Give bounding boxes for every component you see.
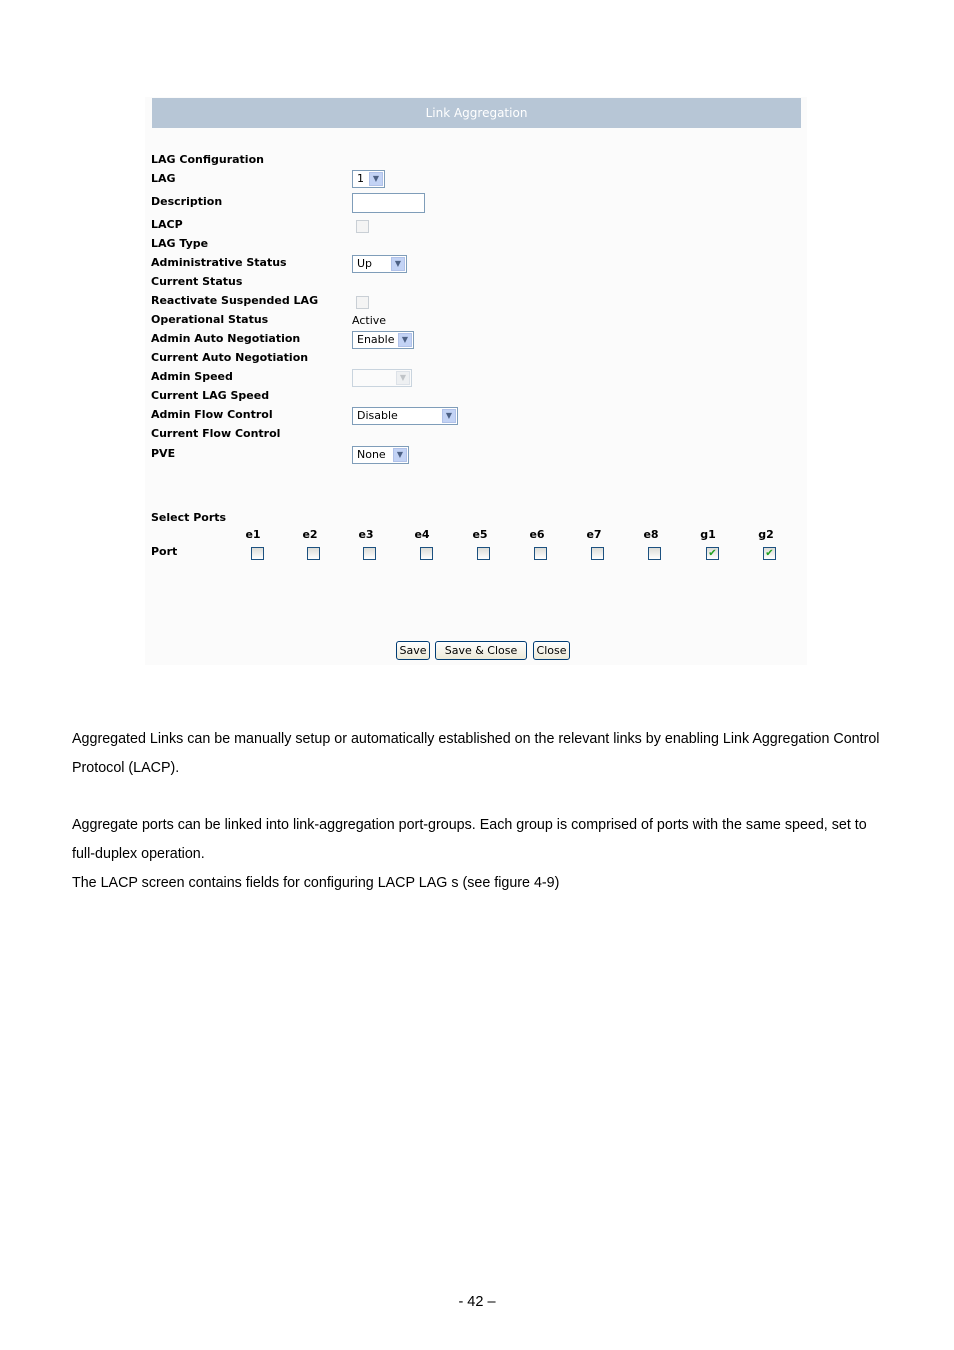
admin-flow-value: Disable (357, 409, 398, 422)
panel-title: Link Aggregation (152, 98, 801, 128)
pve-label: PVE (151, 447, 176, 460)
oper-status-value: Active (352, 314, 387, 327)
port-checkbox-e3[interactable] (363, 547, 376, 560)
select-ports-title: Select Ports (151, 511, 227, 524)
port-checkbox-e5[interactable] (477, 547, 490, 560)
port-header-e1: e1 (245, 528, 261, 541)
current-autoneg-label: Current Auto Negotiation (151, 351, 309, 364)
pve-select[interactable] (352, 446, 409, 464)
chevron-down-icon: ▼ (442, 409, 456, 423)
port-row-label: Port (151, 545, 178, 558)
close-button[interactable]: Close (533, 641, 570, 660)
save-close-button[interactable]: Save & Close (435, 641, 527, 660)
port-checkbox-e2[interactable] (307, 547, 320, 560)
lag-label: LAG (151, 172, 176, 185)
paragraph-2-line-2: full-duplex operation. (72, 846, 205, 862)
port-header-e3: e3 (358, 528, 374, 541)
port-header-e2: e2 (302, 528, 318, 541)
lag-select[interactable] (352, 170, 385, 188)
port-checkbox-e1[interactable] (251, 547, 264, 560)
port-checkbox-e4[interactable] (420, 547, 433, 560)
port-header-e8: e8 (643, 528, 659, 541)
save-button[interactable]: Save (396, 641, 430, 660)
admin-status-value: Up (357, 257, 373, 270)
admin-autoneg-value: Enable (357, 333, 395, 346)
link-aggregation-panel (145, 97, 807, 665)
paragraph-2 (72, 811, 892, 898)
lag-select-value: 1 (357, 172, 364, 185)
port-header-g1: g1 (700, 528, 716, 541)
paragraph-1-line-2: Protocol (LACP). (72, 760, 180, 776)
pve-value: None (357, 448, 386, 461)
checkmark-icon: ✔ (765, 548, 774, 559)
chevron-down-icon: ▼ (391, 257, 405, 271)
reactivate-checkbox[interactable] (356, 296, 369, 309)
chevron-down-icon: ▼ (369, 172, 383, 186)
lag-type-label: LAG Type (151, 237, 209, 250)
admin-status-select[interactable] (352, 255, 407, 273)
port-header-e5: e5 (472, 528, 488, 541)
port-checkbox-e6[interactable] (534, 547, 547, 560)
description-input[interactable] (352, 193, 425, 213)
chevron-down-icon: ▼ (393, 448, 407, 462)
paragraph-1-line-1: Aggregated Links can be manually setup or automatically established on the relevant links by enabling Link Aggregation Control (72, 731, 880, 747)
port-header-e4: e4 (414, 528, 430, 541)
port-checkbox-g2[interactable] (763, 547, 776, 560)
reactivate-label: Reactivate Suspended LAG (151, 294, 319, 307)
port-checkbox-g1[interactable] (706, 547, 719, 560)
current-speed-label: Current LAG Speed (151, 389, 270, 402)
lacp-checkbox[interactable] (356, 220, 369, 233)
paragraph-3: The LACP screen contains fields for configuring LACP LAG s (see figure 4-9) (72, 875, 560, 891)
admin-flow-select[interactable] (352, 407, 458, 425)
chevron-down-icon: ▼ (398, 333, 412, 347)
admin-speed-label: Admin Speed (151, 370, 233, 383)
admin-speed-select[interactable] (352, 369, 412, 387)
admin-flow-label: Admin Flow Control (151, 408, 273, 421)
admin-status-label: Administrative Status (151, 256, 287, 269)
admin-autoneg-select[interactable] (352, 331, 414, 349)
section-title-lag-configuration: LAG Configuration (151, 153, 264, 166)
description-label: Description (151, 195, 223, 208)
port-header-e7: e7 (586, 528, 602, 541)
lacp-label: LACP (151, 218, 183, 231)
port-checkbox-e7[interactable] (591, 547, 604, 560)
port-header-e6: e6 (529, 528, 545, 541)
oper-status-label: Operational Status (151, 313, 269, 326)
checkmark-icon: ✔ (708, 548, 717, 559)
chevron-down-icon: ▼ (396, 371, 410, 385)
port-header-g2: g2 (758, 528, 774, 541)
paragraph-1 (72, 725, 892, 783)
paragraph-2-line-1: Aggregate ports can be linked into link-aggregation port-groups. Each group is comprised of ports with the same speed, set to (72, 817, 867, 833)
port-checkbox-e8[interactable] (648, 547, 661, 560)
current-status-label: Current Status (151, 275, 243, 288)
page-number: - 42 – (458, 1294, 496, 1310)
current-flow-label: Current Flow Control (151, 427, 281, 440)
admin-autoneg-label: Admin Auto Negotiation (151, 332, 301, 345)
